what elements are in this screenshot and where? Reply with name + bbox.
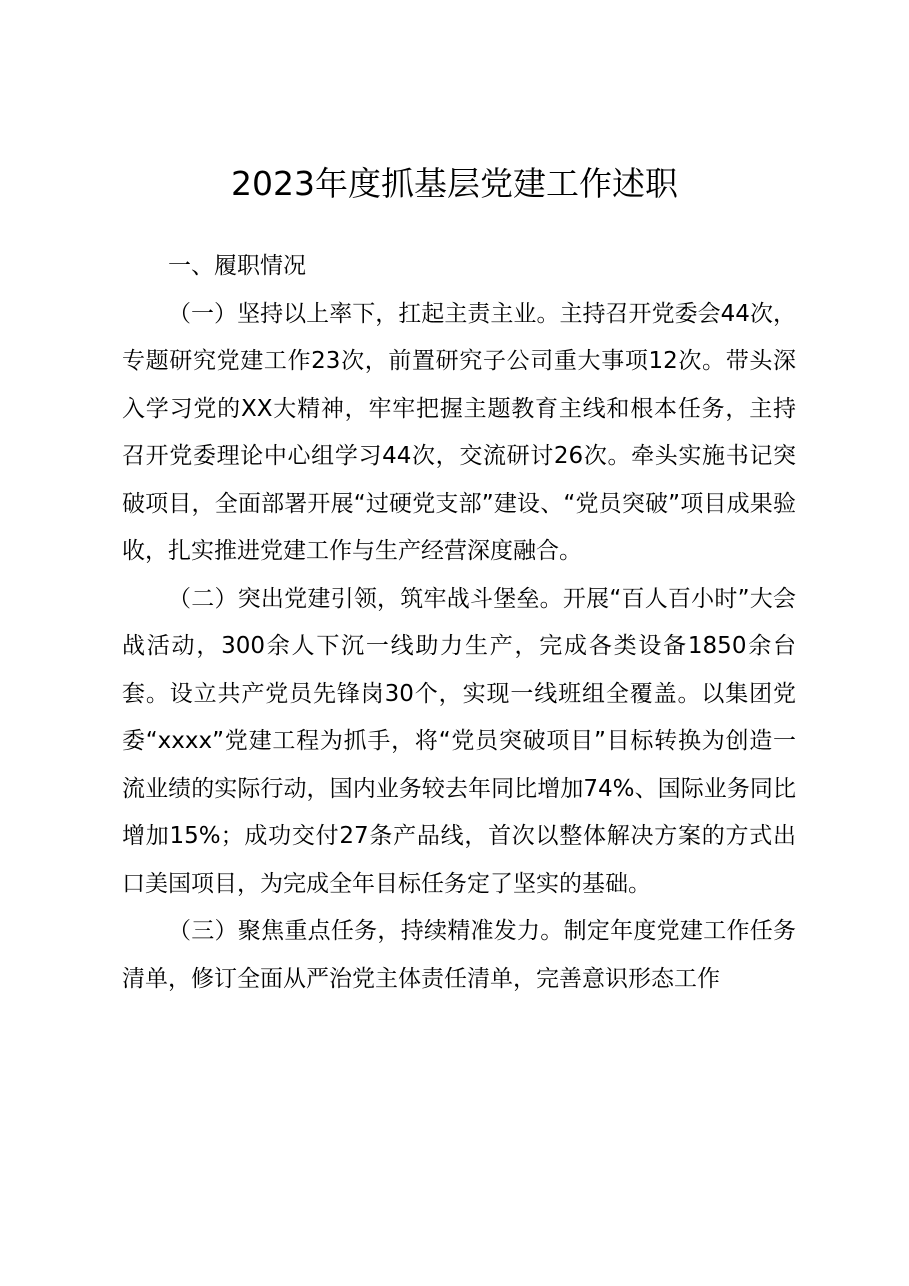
paragraph-2: （二）突出党建引领，筑牢战斗堡垒。开展“百人百小时”大会战活动，300余人下沉一线助力生产，完成各类设备1850余台套。设立共产党员先锋岗30个，实现一线班组全覆盖。以集团党委“xxxx”党建工程为抓手，将“党员突破项目”目标转换为创造一流业绩的实际行动，国内业务较去年同比增加74%、国际业务同比增加15%；成功交付27条产品线，首次以整体解决方案的方式出口美国项目，为完成全年目标任务定了坚实的基础。 — [122, 585, 796, 897]
paragraph-3: （三）聚焦重点任务，持续精准发力。制定年度党建工作任务清单，修订全面从严治党主体责任清单，完善意识形态工作 — [122, 918, 796, 992]
document-title: 2023年度抓基层党建工作述职 — [231, 164, 678, 203]
paragraph-1: （一）坚持以上率下，扛起主责主业。主持召开党委会44次，专题研究党建工作23次，前置研究子公司重大事项12次。带头深入学习党的XX大精神，牢牢把握主题教育主线和根本任务，主持召开党委理论中心组学习44次，交流研讨26次。牵头实施书记突破项目，全面部署开展“过硬党支部”建设、“党员突破”项目成果验收，扎实推进党建工作与生产经营深度融合。 — [122, 300, 796, 564]
section-heading: 一、履职情况 — [168, 253, 306, 279]
document-body — [122, 243, 796, 1003]
